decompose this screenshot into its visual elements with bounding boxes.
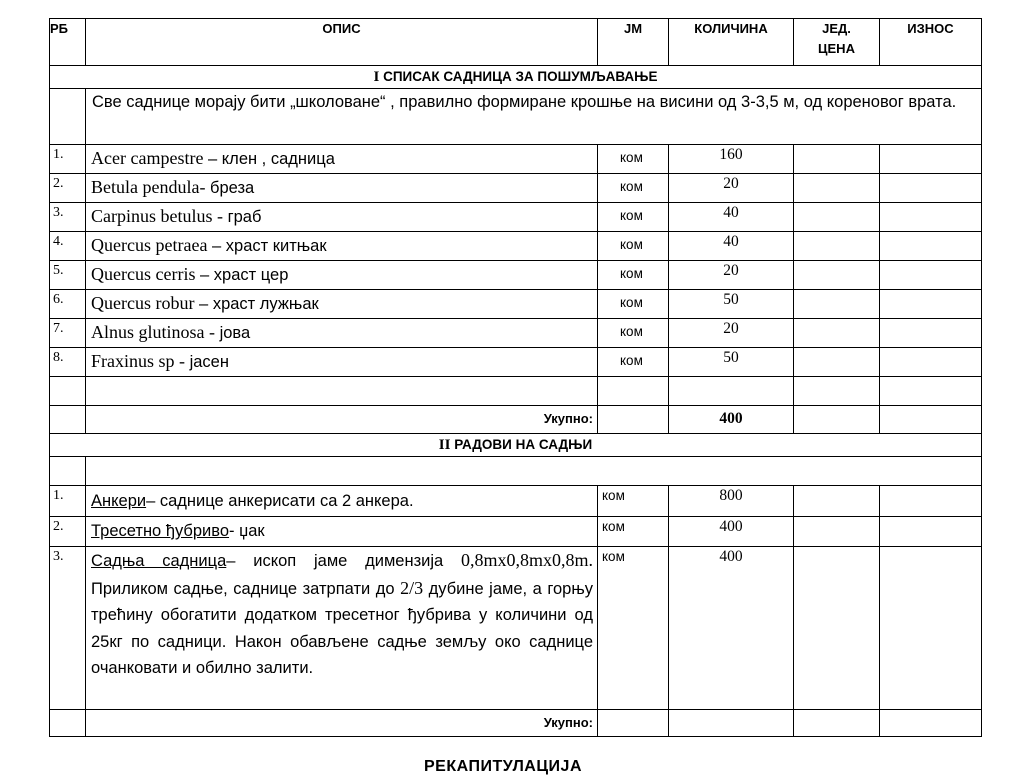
bill-of-quantities-table xyxy=(49,18,982,737)
header-jed-cena xyxy=(794,19,880,66)
row-unit: ком xyxy=(598,232,669,261)
row-unit-price xyxy=(794,174,880,203)
header-row xyxy=(50,19,982,66)
row-description xyxy=(86,348,598,377)
section1-title-text: СПИСАК САДНИЦА ЗА ПОШУМЉАВАЊЕ xyxy=(379,69,658,84)
section2-title xyxy=(50,434,982,457)
row-quantity: 400 xyxy=(669,517,794,547)
row-number: 1. xyxy=(50,145,86,174)
section1-item-row xyxy=(50,319,982,348)
section1-intro-row xyxy=(50,89,982,145)
row-number: 4. xyxy=(50,232,86,261)
row-number: 8. xyxy=(50,348,86,377)
row-number: 3. xyxy=(50,203,86,232)
row-quantity: 160 xyxy=(669,145,794,174)
row-description xyxy=(86,232,598,261)
recapitulation-heading: РЕКАПИТУЛАЦИЈА xyxy=(424,758,582,775)
header-opis: ОПИС xyxy=(86,19,598,66)
row-unit: ком xyxy=(598,174,669,203)
row-unit: ком xyxy=(598,145,669,174)
species-common-name: – храст цер xyxy=(195,266,289,284)
row-quantity: 50 xyxy=(669,290,794,319)
row-desc-part1: – ископ јаме димензија xyxy=(226,552,461,570)
row-quantity: 40 xyxy=(669,203,794,232)
section1-rows xyxy=(50,145,982,377)
row-description xyxy=(86,319,598,348)
row-unit-price xyxy=(794,145,880,174)
section2-empty-row xyxy=(50,457,982,486)
row-unit-price xyxy=(794,290,880,319)
row-desc-dims: 0,8mx0,8mx0,8m. xyxy=(460,550,593,570)
row-desc-part3: дубине јаме, а горњу трећину обогатити додатком тресетног ђубрива у количини од 25кг по садници. Након обављене садње земљу око саднице очанковати и обилно залити. xyxy=(91,579,593,677)
row-unit: ком xyxy=(598,319,669,348)
row-unit-price xyxy=(794,547,880,710)
section1-roman: I xyxy=(373,69,380,85)
row-term: Анкери xyxy=(91,492,147,510)
section1-item-row xyxy=(50,348,982,377)
section1-item-row xyxy=(50,145,982,174)
row-quantity: 40 xyxy=(669,232,794,261)
row-quantity: 50 xyxy=(669,348,794,377)
row-desc-part2: Приликом садње, саднице затрпати до xyxy=(91,579,401,598)
row-number: 2. xyxy=(50,517,86,547)
row-unit-price xyxy=(794,261,880,290)
row-amount xyxy=(880,145,982,174)
row-amount xyxy=(880,547,982,710)
species-common-name: – храст лужњак xyxy=(194,295,319,313)
section1-total-qty: 400 xyxy=(669,406,794,434)
row-unit: ком xyxy=(598,517,669,547)
section1-item-row xyxy=(50,203,982,232)
row-amount xyxy=(880,261,982,290)
row-desc-fraction: 2/3 xyxy=(400,577,424,598)
row-unit: ком xyxy=(598,348,669,377)
row-unit: ком xyxy=(598,547,669,710)
row-description xyxy=(86,517,598,547)
row-amount xyxy=(880,517,982,547)
row-description xyxy=(86,290,598,319)
row-number: 6. xyxy=(50,290,86,319)
section2-total-label: Укупно: xyxy=(86,710,598,737)
section1-intro: Све саднице морају бити „школоване“ , правилно формиране крошње на висини од 3-3,5 м, од кореновог врата. xyxy=(86,89,982,145)
row-amount xyxy=(880,203,982,232)
row-unit: ком xyxy=(598,261,669,290)
row-amount xyxy=(880,486,982,517)
section2-row-1 xyxy=(50,486,982,517)
species-latin-name: Carpinus betulus - xyxy=(91,206,223,226)
section2-title-text: РАДОВИ НА САДЊИ xyxy=(450,437,593,452)
section1-item-row xyxy=(50,174,982,203)
row-unit-price xyxy=(794,203,880,232)
row-description xyxy=(86,174,598,203)
species-latin-name: Acer campestre xyxy=(91,148,204,168)
species-latin-name: Quercus petraea xyxy=(91,235,208,255)
row-term: Садња садница xyxy=(91,552,227,570)
row-amount xyxy=(880,232,982,261)
row-unit-price xyxy=(794,319,880,348)
row-unit-price xyxy=(794,232,880,261)
row-number: 1. xyxy=(50,486,86,517)
species-latin-name: Alnus glutinosa - xyxy=(91,322,215,342)
section1-item-row xyxy=(50,232,982,261)
row-amount xyxy=(880,174,982,203)
section1-item-row xyxy=(50,261,982,290)
section1-total-row xyxy=(50,406,982,434)
section1-item-row xyxy=(50,290,982,319)
section2-roman: II xyxy=(438,437,451,453)
row-desc-rest: - џак xyxy=(229,522,265,540)
species-common-name: граб xyxy=(223,208,262,226)
row-number: 3. xyxy=(50,547,86,710)
row-unit-price xyxy=(794,348,880,377)
row-quantity: 20 xyxy=(669,319,794,348)
row-quantity: 800 xyxy=(669,486,794,517)
row-unit-price xyxy=(794,517,880,547)
empty-row xyxy=(50,377,982,406)
header-kolicina: КОЛИЧИНА xyxy=(669,19,794,66)
intro-empty-cell xyxy=(50,89,86,145)
row-quantity: 20 xyxy=(669,174,794,203)
header-jed-cena-label: ЈЕД. ЦЕНА xyxy=(818,21,855,56)
row-number: 7. xyxy=(50,319,86,348)
species-common-name: – храст китњак xyxy=(207,237,327,255)
row-amount xyxy=(880,348,982,377)
row-desc-rest: – саднице анкерисати са 2 анкера. xyxy=(146,492,414,510)
row-number: 2. xyxy=(50,174,86,203)
row-unit: ком xyxy=(598,290,669,319)
species-common-name: – клен , садница xyxy=(203,150,335,168)
species-common-name: јасен xyxy=(185,353,229,371)
row-quantity: 400 xyxy=(669,547,794,710)
section2-title-row xyxy=(50,434,982,457)
species-latin-name: Fraxinus sp - xyxy=(91,351,185,371)
species-common-name: јова xyxy=(215,324,251,342)
section1-title xyxy=(50,66,982,89)
species-latin-name: Betula pendula- xyxy=(91,177,206,197)
header-iznos: ИЗНОС xyxy=(880,19,982,66)
row-unit: ком xyxy=(598,203,669,232)
row-number: 5. xyxy=(50,261,86,290)
row-term: Тресетно ђубриво xyxy=(91,522,230,540)
row-description xyxy=(86,203,598,232)
species-common-name: бреза xyxy=(205,179,255,197)
row-amount xyxy=(880,319,982,348)
section1-total-label: Укупно: xyxy=(86,406,598,434)
section1-title-row xyxy=(50,66,982,89)
row-description xyxy=(86,547,598,710)
row-quantity: 20 xyxy=(669,261,794,290)
row-amount xyxy=(880,290,982,319)
row-description xyxy=(86,486,598,517)
row-unit-price xyxy=(794,486,880,517)
species-latin-name: Quercus robur xyxy=(91,293,195,313)
species-latin-name: Quercus cerris xyxy=(91,264,196,284)
row-description xyxy=(86,145,598,174)
header-rb: РБ xyxy=(50,19,86,66)
header-jm: ЈМ xyxy=(598,19,669,66)
section2-total-row xyxy=(50,710,982,737)
row-description xyxy=(86,261,598,290)
section2-row-3 xyxy=(50,547,982,710)
row-unit: ком xyxy=(598,486,669,517)
section2-row-2 xyxy=(50,517,982,547)
